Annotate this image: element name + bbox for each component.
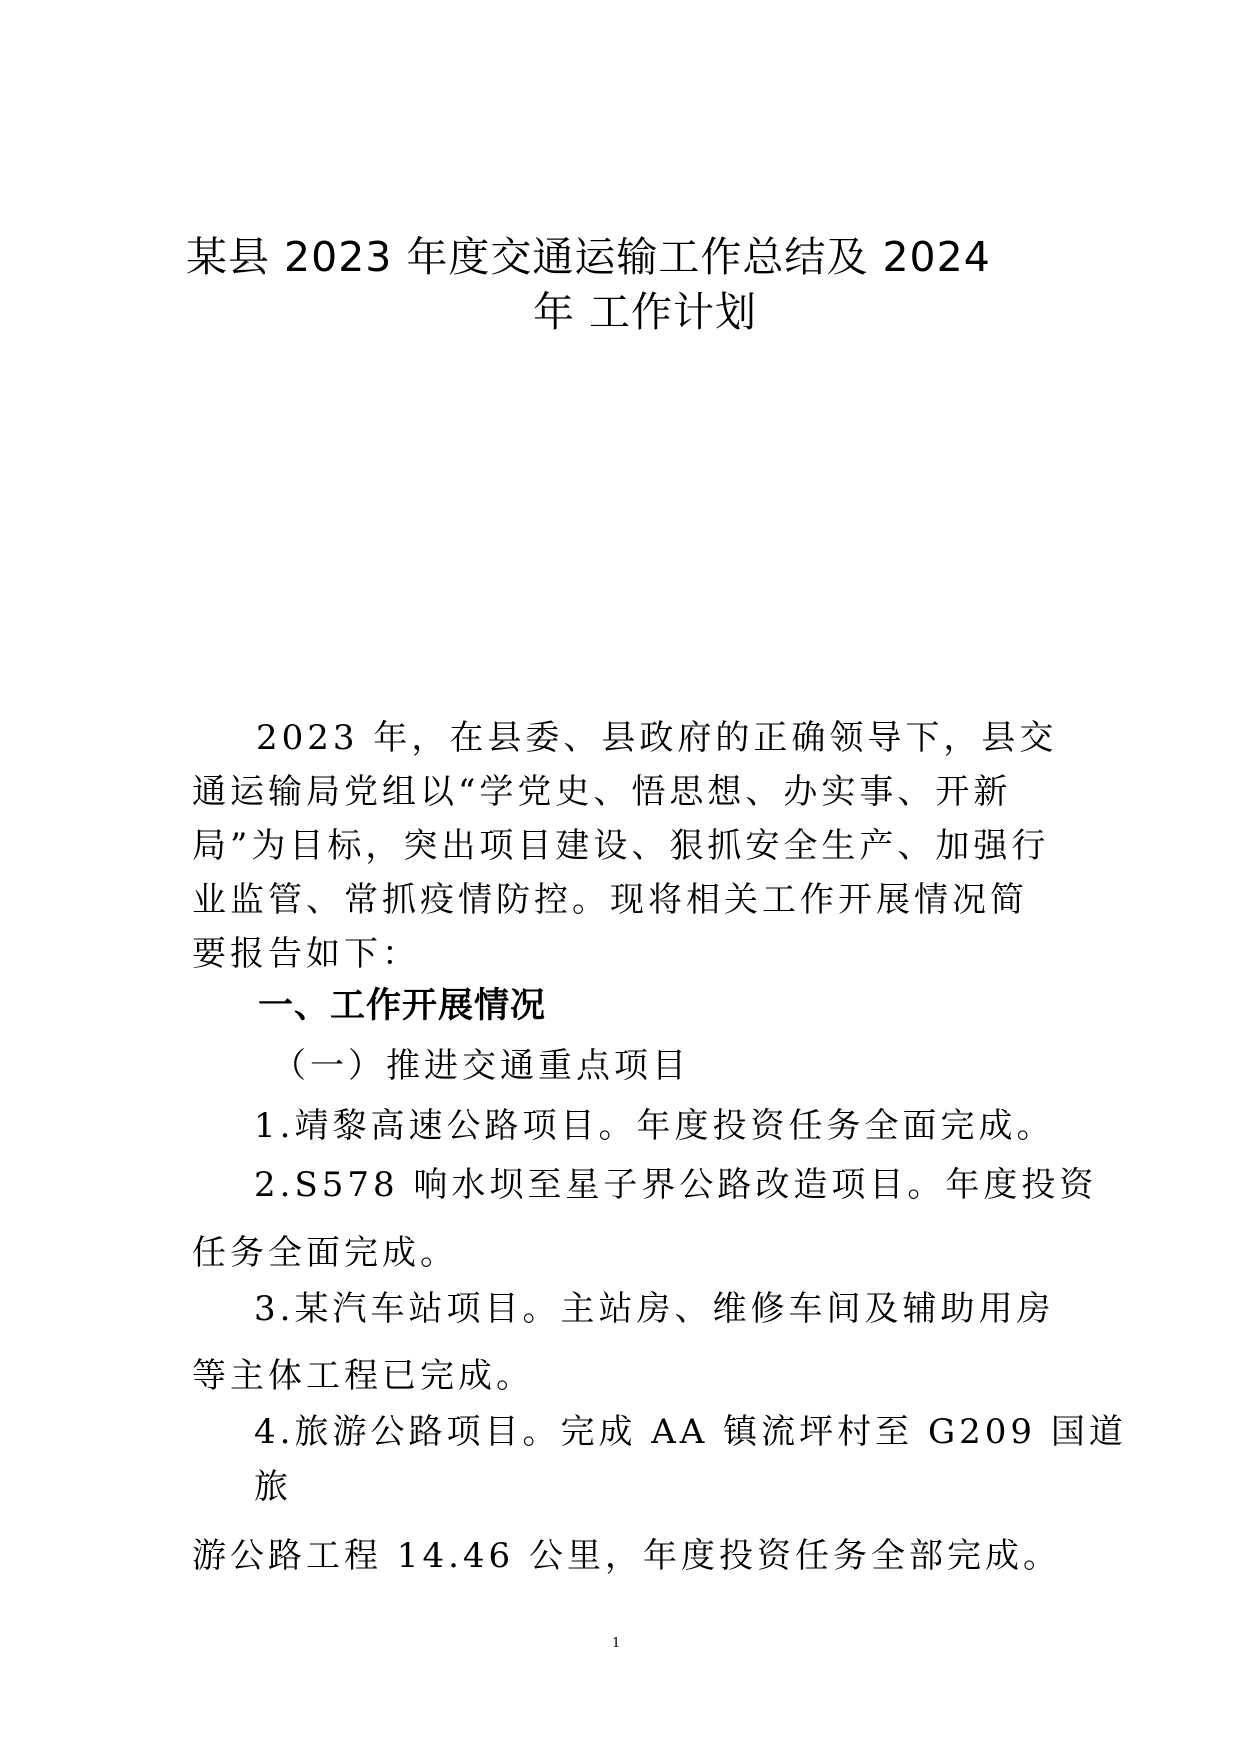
- list-item-4-line-3: 游公路工程 14.46 公里，年度投资任务全部完成。: [192, 1536, 1061, 1576]
- page-number: 1: [612, 1636, 621, 1651]
- intro-paragraph: 2023 年，在县委、县政府的正确领导下，县交通运输局党组以“学党史、悟思想、办实事、开新局”为目标，突出项目建设、狠抓安全生产、加强行业监管、常抓疫情防控。现将相关工作开展情况简要报告如下：: [192, 718, 1058, 974]
- document-title-line-2: 年 工作计划: [533, 288, 758, 336]
- list-item-2-line-1: 2.S578 响水坝至星子界公路改造项目。年度投资: [254, 1165, 1098, 1205]
- subsection-heading: （一）推进交通重点项目: [272, 1046, 690, 1086]
- list-item-2-line-2: 任务全面完成。: [192, 1233, 458, 1273]
- list-item-4-line-2: 旅: [254, 1467, 292, 1507]
- section-heading: 一、工作开展情况: [258, 986, 547, 1026]
- list-item-1: 1.靖黎高速公路项目。年度投资任务全面完成。: [254, 1106, 1055, 1146]
- list-item-4-line-1: 4.旅游公路项目。完成 AA 镇流坪村至 G209 国道: [254, 1412, 1127, 1452]
- document-title-line-1: 某县 2023 年度交通运输工作总结及 2024: [186, 233, 991, 281]
- list-item-3-line-1: 3.某汽车站项目。主站房、维修车间及辅助用房: [254, 1289, 1055, 1329]
- list-item-3-line-2: 等主体工程已完成。: [192, 1356, 534, 1396]
